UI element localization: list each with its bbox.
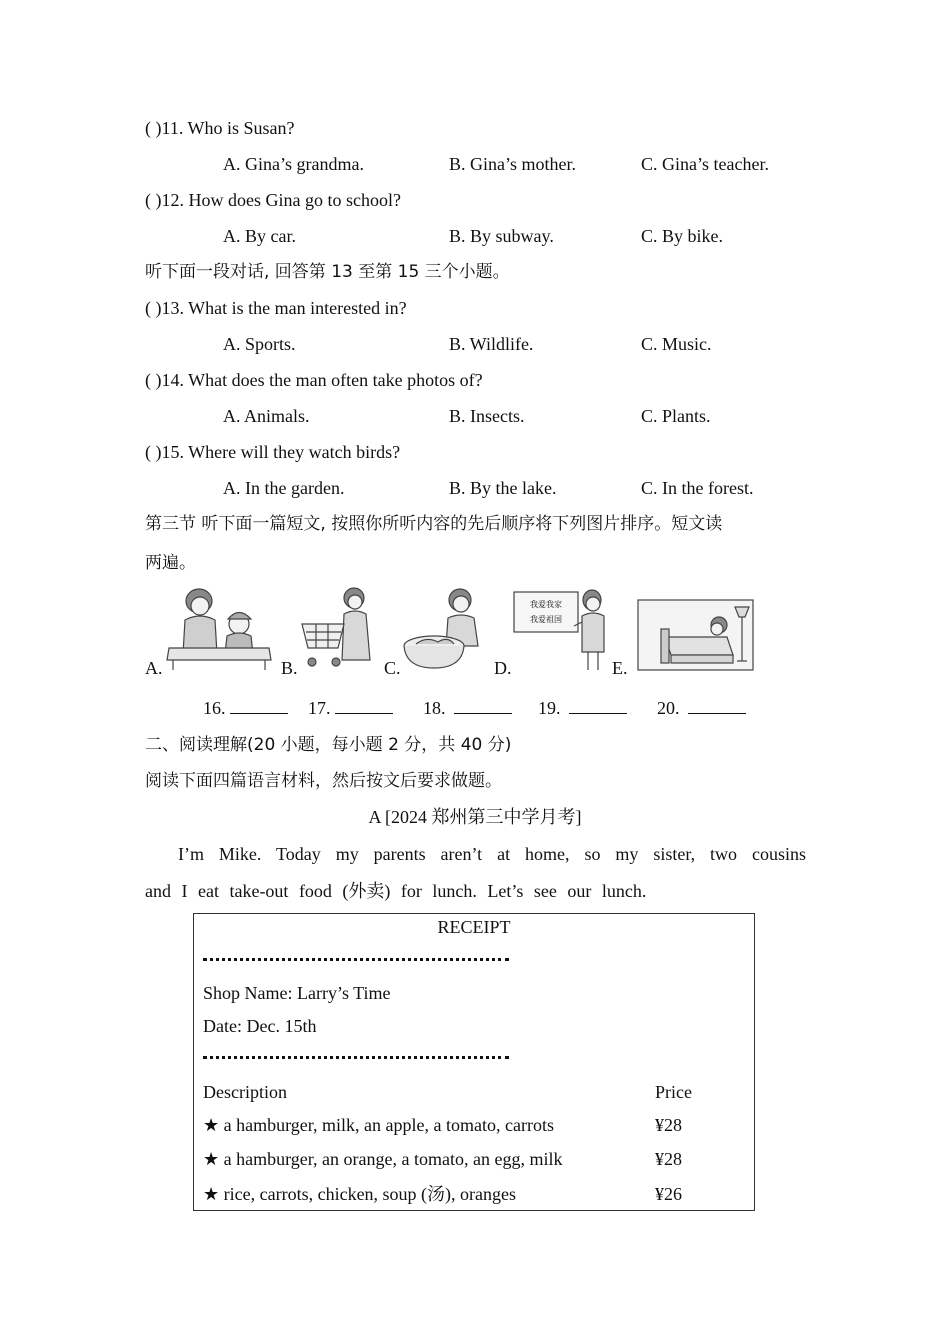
answer-blank-20-label: 20. [657,698,680,718]
question-14-option-b: B. Insects. [449,406,525,426]
picture-b-woman-shopping-cart [298,584,374,672]
answer-blank-17[interactable] [308,697,393,719]
part2-title: 二、阅读理解(20 小题，每小题 2 分，共 40 分) [145,735,512,755]
receipt-title: RECEIPT [437,917,511,937]
section3-instruction-line1: 第三节 听下面一篇短文, 按照你所听内容的先后顺序将下列图片排序。短文读 [145,514,723,534]
answer-blank-17-label: 17. [308,698,331,718]
question-14-option-c: C. Plants. [641,406,711,426]
passage-a-line1: I’m Mike. Today my parents aren’t at home, so my sister, two cousins [178,844,806,864]
receipt-item-1-desc: ★ a hamburger, milk, an apple, a tomato, carrots [203,1115,554,1135]
question-15-stem: ( )15. Where will they watch birds? [145,442,401,462]
receipt-shop-name: Shop Name: Larry’s Time [203,983,391,1003]
receipt-dotted-divider [203,958,509,961]
question-13-option-b: B. Wildlife. [449,334,534,354]
question-13-option-c: C. Music. [641,334,712,354]
picture-label-a: A. [145,658,163,678]
receipt-item-1-price: ¥28 [655,1115,682,1135]
answer-blank-19[interactable] [538,697,627,719]
answer-blank-18[interactable] [423,697,512,719]
receipt-date: Date: Dec. 15th [203,1016,317,1036]
receipt-item-3-price: ¥26 [655,1184,682,1204]
receipt-description-header: Description [203,1082,287,1102]
question-13-option-a: A. Sports. [223,334,296,354]
answer-blank-16-label: 16. [203,698,226,718]
question-12-option-a: A. By car. [223,226,296,246]
board-text-2: 我爱祖国 [530,615,562,624]
answer-blank-16[interactable] [203,697,288,719]
part2-instruction: 阅读下面四篇语言材料，然后按文后要求做题。 [145,771,502,791]
question-15-option-b: B. By the lake. [449,478,557,498]
answer-blank-20[interactable] [657,697,746,719]
receipt-item-3-desc: ★ rice, carrots, chicken, soup (汤), oranges [203,1184,517,1204]
picture-label-e: E. [612,658,628,678]
question-15-option-a: A. In the garden. [223,478,345,498]
blank-line[interactable] [335,697,393,714]
question-11-option-c: C. Gina’s teacher. [641,154,769,174]
question-14-stem: ( )14. What does the man often take photos of? [145,370,483,390]
receipt-dotted-divider [203,1056,509,1059]
question-13-stem: ( )13. What is the man interested in? [145,298,407,318]
receipt-box [193,913,755,1211]
picture-c-woman-washing-clothes [402,584,488,672]
blank-line[interactable] [569,697,627,714]
blank-line[interactable] [688,697,746,714]
picture-e-person-in-bed-with-lamp [637,599,754,671]
answer-blank-18-label: 18. [423,698,446,718]
picture-label-c: C. [384,658,401,678]
picture-label-b: B. [281,658,298,678]
picture-d-teacher-beside-board [512,586,608,672]
instruction-13-15: 听下面一段对话, 回答第 13 至第 15 三个小题。 [145,262,510,282]
question-12-stem: ( )12. How does Gina go to school? [145,190,401,210]
blank-line[interactable] [454,697,512,714]
question-12-option-b: B. By subway. [449,226,554,246]
picture-a-mother-and-child-at-table [163,584,275,672]
question-11-option-b: B. Gina’s mother. [449,154,576,174]
receipt-price-header: Price [655,1082,692,1102]
question-15-option-c: C. In the forest. [641,478,754,498]
passage-a-line2: and I eat take-out food (外卖) for lunch. Let’s see our lunch. [145,881,647,901]
question-11-option-a: A. Gina’s grandma. [223,154,364,174]
question-11-stem: ( )11. Who is Susan? [145,118,295,138]
answer-blank-19-label: 19. [538,698,561,718]
question-14-option-a: A. Animals. [223,406,310,426]
board-text-1: 我爱我家 [530,600,562,609]
passage-a-title: A [2024 郑州第三中学月考] [368,807,582,827]
picture-label-d: D. [494,658,512,678]
receipt-item-2-desc: ★ a hamburger, an orange, a tomato, an egg, milk [203,1149,563,1169]
question-12-option-c: C. By bike. [641,226,724,246]
section3-instruction-line2: 两遍。 [145,553,196,573]
receipt-item-2-price: ¥28 [655,1149,682,1169]
blank-line[interactable] [230,697,288,714]
